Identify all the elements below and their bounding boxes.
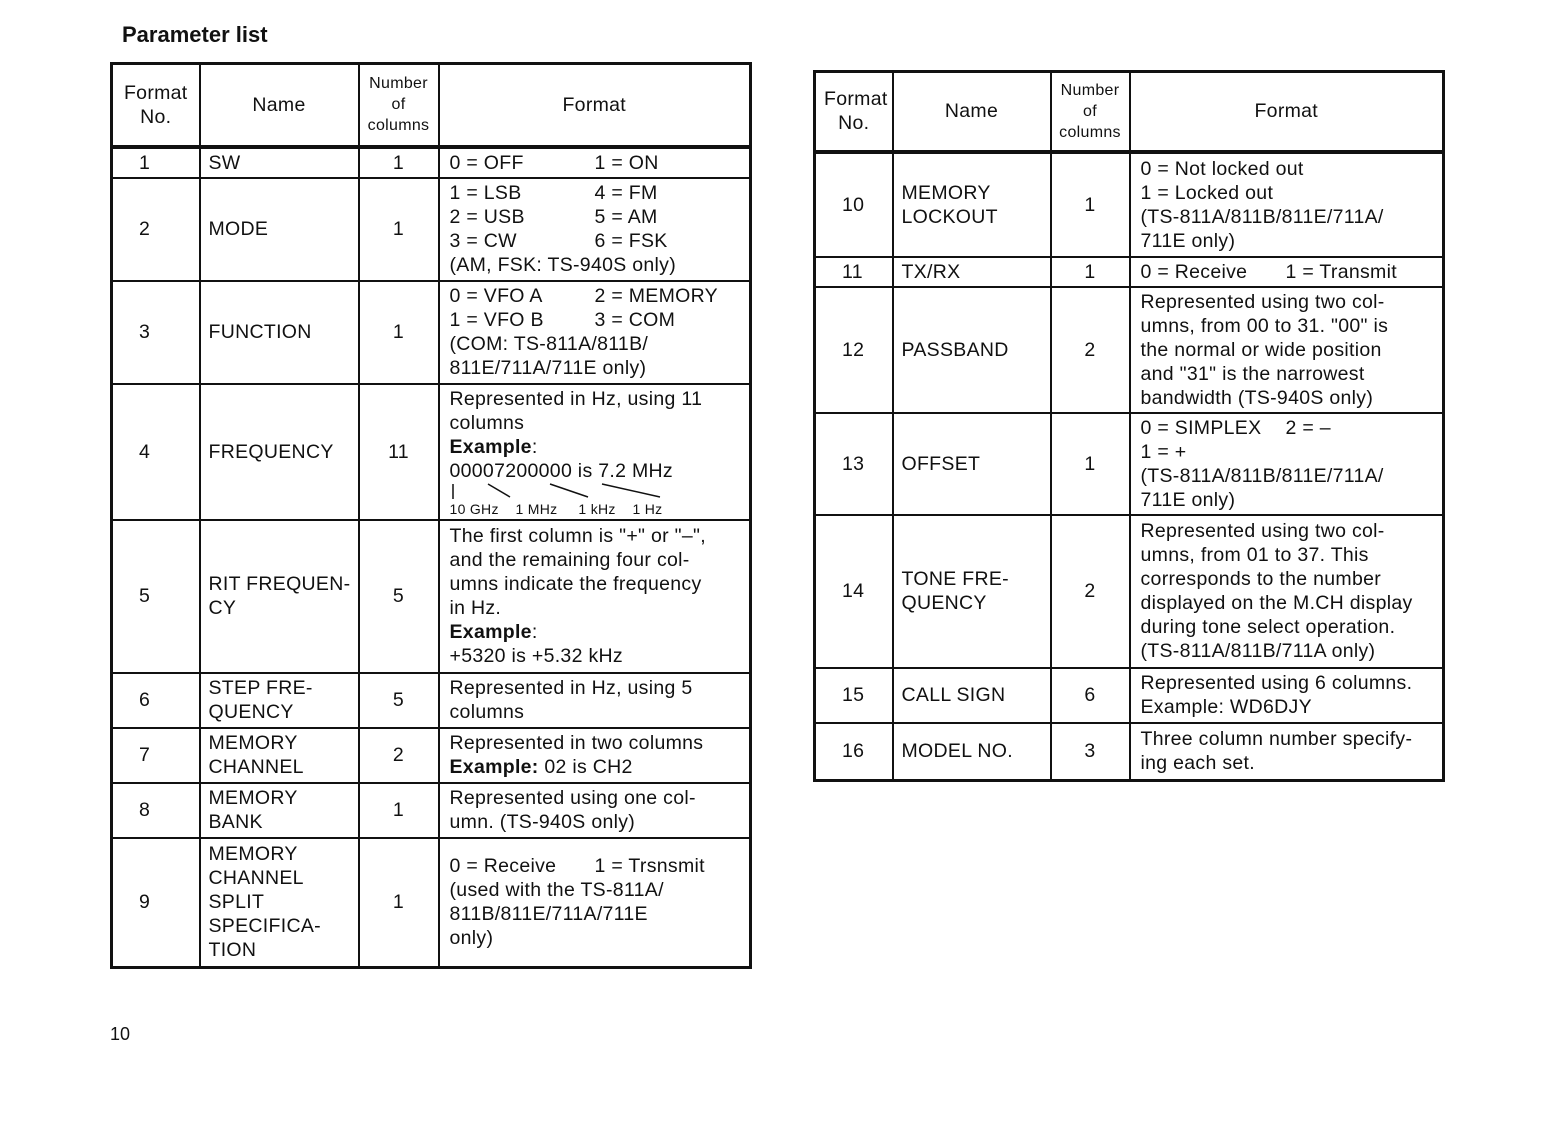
- format-option: 3 = CW: [449, 230, 517, 252]
- format-line: [450, 548, 740, 572]
- table-row: [112, 281, 751, 384]
- format-text: :: [531, 621, 538, 643]
- header-text: of: [1083, 102, 1097, 120]
- format-description: [1130, 257, 1444, 287]
- format-text: :: [531, 435, 538, 458]
- format-option: 1 = LSB: [449, 182, 522, 204]
- format-text: 711E only): [1140, 488, 1236, 511]
- format-description: [439, 520, 751, 673]
- format-line: [450, 572, 740, 596]
- parameter-name: [200, 673, 359, 728]
- column-count: 5: [359, 520, 439, 673]
- format-text: Represented in Hz, using 11: [449, 387, 703, 410]
- format-line: [450, 459, 740, 483]
- format-text: columns: [449, 411, 525, 434]
- header-text: Format: [824, 88, 888, 111]
- format-text: (TS-811A/811B/711A only): [1140, 640, 1376, 662]
- format-number: 14: [815, 515, 893, 668]
- format-number: 11: [815, 257, 893, 287]
- header-text: columns: [1059, 123, 1121, 141]
- name-line: BANK: [208, 811, 263, 833]
- table-row: [112, 783, 751, 838]
- format-text: columns: [449, 701, 525, 723]
- name-line: LOCKOUT: [901, 205, 998, 228]
- format-text: (TS-811A/811B/811E/711A/: [1140, 464, 1384, 487]
- format-line: [450, 253, 740, 277]
- format-description: [1130, 668, 1444, 723]
- format-text: (AM, FSK: TS-940S only): [449, 254, 677, 276]
- format-number: 7: [112, 728, 200, 783]
- format-line: [1141, 519, 1433, 543]
- format-line: [450, 332, 740, 356]
- format-line: [450, 229, 740, 253]
- format-option: 5 = AM: [594, 206, 658, 228]
- format-text: The first column is "+" or "–",: [449, 525, 706, 547]
- name-line: MODE: [208, 218, 269, 240]
- column-count: 11: [359, 384, 439, 520]
- format-number: 4: [112, 384, 200, 520]
- header-format: Format: [439, 64, 751, 147]
- format-text: Three column number specify-: [1140, 728, 1413, 751]
- format-text: (used with the TS-811A/: [449, 879, 664, 902]
- format-number: 1: [112, 147, 200, 178]
- column-count: 6: [1051, 668, 1130, 723]
- format-text: 1 = +: [1140, 440, 1187, 463]
- page-number: 10: [110, 1024, 131, 1044]
- header-name: Name: [893, 72, 1051, 152]
- format-text: (TS-811A/811B/811E/711A/: [1140, 205, 1384, 228]
- format-option: 3 = COM: [594, 309, 676, 331]
- format-line: [1141, 671, 1433, 695]
- format-line: [1141, 157, 1433, 181]
- format-option: 0 = Receive: [449, 855, 557, 878]
- format-option: 0 = VFO A: [449, 285, 543, 307]
- format-text: +5320 is +5.32 kHz: [449, 645, 623, 667]
- name-line: MEMORY: [901, 181, 991, 204]
- format-description: [439, 281, 751, 384]
- name-line: PASSBAND: [901, 338, 1009, 361]
- format-text: in Hz.: [449, 597, 502, 619]
- format-line: [450, 755, 740, 779]
- format-line: [1141, 591, 1433, 615]
- column-count: 1: [359, 178, 439, 281]
- format-line: [1141, 338, 1433, 362]
- format-line: [1141, 229, 1433, 253]
- format-text: only): [449, 927, 494, 950]
- table-row: [815, 413, 1444, 515]
- format-text: (COM: TS-811A/811B/: [449, 333, 649, 355]
- name-line: QUENCY: [901, 592, 987, 614]
- format-text: umns, from 00 to 31. "00" is: [1140, 314, 1389, 337]
- format-text: and "31" is the narrowest: [1140, 362, 1365, 385]
- parameter-table-right: [813, 70, 1445, 782]
- parameter-name: [200, 783, 359, 838]
- format-line: [1141, 314, 1433, 338]
- column-count: 1: [359, 147, 439, 178]
- format-description: [439, 728, 751, 783]
- format-text: displayed on the M.CH display: [1140, 592, 1413, 614]
- format-text: Represented in Hz, using 5: [449, 677, 693, 699]
- header-row: [815, 72, 1444, 152]
- format-line: [1141, 464, 1433, 488]
- format-line: [1141, 567, 1433, 591]
- table-row: [112, 838, 751, 968]
- header-format-no: [112, 64, 200, 147]
- format-option: 1 = Transmit: [1285, 260, 1397, 283]
- format-text: Represented using two col-: [1140, 290, 1385, 313]
- format-line: 10 GHz 1 MHz 1 kHz 1 Hz: [449, 500, 663, 517]
- format-text: the normal or wide position: [1140, 338, 1382, 361]
- format-line: [1141, 386, 1433, 410]
- format-line: [450, 181, 740, 205]
- format-line: [450, 700, 740, 724]
- format-line: [1141, 727, 1433, 751]
- format-description: [1130, 152, 1444, 257]
- name-line: MEMORY: [208, 787, 298, 809]
- format-option: 1 = ON: [594, 151, 659, 174]
- name-line: STEP FRE-: [208, 677, 313, 699]
- parameter-name: [893, 152, 1051, 257]
- header-number-of-columns: [1051, 72, 1130, 152]
- parameter-name: [893, 413, 1051, 515]
- format-description: [1130, 515, 1444, 668]
- column-count: 1: [1051, 413, 1130, 515]
- format-number: 3: [112, 281, 200, 384]
- format-number: 6: [112, 673, 200, 728]
- table-row: [815, 515, 1444, 668]
- parameter-name: [200, 147, 359, 178]
- format-option: 0 = OFF: [449, 151, 524, 174]
- name-line: CALL SIGN: [901, 684, 1006, 706]
- format-line: [1141, 416, 1433, 440]
- format-text: Represented using 6 columns.: [1140, 672, 1413, 694]
- format-text: 711E only): [1140, 229, 1236, 252]
- format-number: 5: [112, 520, 200, 673]
- table-row: [112, 384, 751, 520]
- column-count: 5: [359, 673, 439, 728]
- parameter-name: [200, 520, 359, 673]
- header-text: Number: [1060, 81, 1120, 99]
- format-number: 16: [815, 723, 893, 781]
- name-line: MODEL NO.: [901, 740, 1013, 763]
- parameter-name: [200, 728, 359, 783]
- example-label: Example: [449, 621, 532, 643]
- format-description: [439, 673, 751, 728]
- example-label: Example: [449, 435, 532, 458]
- format-number: 8: [112, 783, 200, 838]
- column-count: 3: [1051, 723, 1130, 781]
- format-number: 13: [815, 413, 893, 515]
- format-line: [450, 524, 740, 548]
- name-line: CHANNEL: [208, 756, 304, 778]
- format-text: Represented using one col-: [449, 787, 696, 809]
- format-line: [450, 411, 740, 435]
- format-line: [450, 786, 740, 810]
- name-line: RIT FREQUEN-: [208, 573, 351, 595]
- format-line: [1141, 615, 1433, 639]
- parameter-name: [893, 668, 1051, 723]
- table-row: [112, 178, 751, 281]
- parameter-name: [200, 384, 359, 520]
- header-row: [112, 64, 751, 147]
- header-number-of-columns: [359, 64, 439, 147]
- format-option: 0 = Receive: [1140, 260, 1248, 283]
- format-line: [450, 731, 740, 755]
- header-text: Number: [369, 75, 428, 93]
- name-line: TION: [208, 939, 257, 962]
- table-row: [815, 152, 1444, 257]
- format-text: Represented using two col-: [1140, 520, 1385, 542]
- format-line: [450, 596, 740, 620]
- format-text: 0 = Not locked out: [1140, 157, 1304, 180]
- table-row: [815, 257, 1444, 287]
- format-line: [450, 810, 740, 834]
- name-line: FREQUENCY: [208, 440, 334, 463]
- format-text: ing each set.: [1140, 752, 1255, 775]
- format-line: [450, 151, 740, 175]
- table-row: [112, 520, 751, 673]
- format-line: [450, 644, 740, 668]
- format-line: [450, 308, 740, 332]
- parameter-name: [893, 257, 1051, 287]
- page-title: Parameter list: [122, 22, 268, 47]
- column-count: 1: [359, 783, 439, 838]
- column-count: 1: [1051, 257, 1130, 287]
- column-count: 1: [359, 281, 439, 384]
- format-line: [1141, 290, 1433, 314]
- header-text: of: [391, 96, 406, 114]
- format-line: [450, 926, 740, 950]
- format-number: 15: [815, 668, 893, 723]
- header-format-no: [815, 72, 893, 152]
- parameter-name: [200, 281, 359, 384]
- format-option: 2 = –: [1285, 416, 1331, 439]
- format-line: [1141, 362, 1433, 386]
- format-number: 12: [815, 287, 893, 413]
- format-description: [439, 147, 751, 178]
- format-option: 4 = FM: [594, 182, 658, 204]
- name-line: FUNCTION: [208, 321, 312, 343]
- format-line: [450, 284, 740, 308]
- table-row: [815, 668, 1444, 723]
- table-row: [112, 147, 751, 178]
- format-line: [450, 387, 740, 411]
- format-line: [1141, 488, 1433, 512]
- name-line: QUENCY: [208, 701, 294, 723]
- format-line: [450, 676, 740, 700]
- header-format: Format: [1130, 72, 1444, 152]
- header-text: columns: [367, 117, 430, 135]
- name-line: MEMORY: [208, 843, 298, 866]
- format-line: [1141, 695, 1433, 719]
- format-option: 0 = SIMPLEX: [1140, 416, 1262, 439]
- table-row: [112, 728, 751, 783]
- header-text: No.: [838, 112, 870, 135]
- format-text: 811E/711A/711E only): [449, 357, 647, 379]
- format-text: 02 is CH2: [538, 756, 633, 778]
- header-text: Format: [123, 81, 188, 104]
- format-text: 00007200000 is 7.2 MHz: [449, 459, 673, 482]
- format-option: 2 = MEMORY: [594, 285, 718, 307]
- parameter-table-left: [110, 62, 752, 969]
- format-line: [450, 854, 740, 878]
- format-line: [1141, 639, 1433, 663]
- table-row: [815, 287, 1444, 413]
- format-line: [450, 435, 740, 459]
- format-line: [1141, 205, 1433, 229]
- format-text: 1 = Locked out: [1140, 181, 1274, 204]
- format-description: [439, 384, 751, 520]
- format-text: corresponds to the number: [1140, 568, 1382, 590]
- format-option: 1 = Trsnsmit: [594, 855, 705, 878]
- name-line: TX/RX: [901, 260, 961, 283]
- format-text: during tone select operation.: [1140, 616, 1396, 638]
- column-count: 2: [1051, 515, 1130, 668]
- name-line: CHANNEL: [208, 867, 304, 890]
- column-count: 1: [1051, 152, 1130, 257]
- format-text: bandwidth (TS-940S only): [1140, 386, 1374, 409]
- header-name: Name: [200, 64, 359, 147]
- format-number: 10: [815, 152, 893, 257]
- format-option: 1 = VFO B: [449, 309, 544, 331]
- format-line: [450, 620, 740, 644]
- format-line: [1141, 260, 1433, 284]
- header-text: No.: [140, 105, 172, 128]
- format-number: 9: [112, 838, 200, 968]
- parameter-name: [200, 178, 359, 281]
- format-line: [450, 878, 740, 902]
- table-row: [112, 673, 751, 728]
- format-description: [1130, 413, 1444, 515]
- column-count: 2: [1051, 287, 1130, 413]
- example-label: Example:: [449, 756, 539, 778]
- format-line: [1141, 751, 1433, 775]
- format-text: umns, from 01 to 37. This: [1140, 544, 1369, 566]
- name-line: CY: [208, 597, 237, 619]
- format-option: 6 = FSK: [594, 230, 668, 252]
- format-line: [450, 205, 740, 229]
- format-text: and the remaining four col-: [449, 549, 690, 571]
- format-description: [439, 838, 751, 968]
- format-text: Represented in two columns: [449, 732, 704, 754]
- parameter-name: [893, 723, 1051, 781]
- format-description: [1130, 723, 1444, 781]
- format-description: [1130, 287, 1444, 413]
- format-line: [1141, 440, 1433, 464]
- format-number: 2: [112, 178, 200, 281]
- name-line: SW: [208, 151, 241, 174]
- format-text: umns indicate the frequency: [449, 573, 702, 595]
- format-text: Example: WD6DJY: [1140, 696, 1312, 718]
- table-row: [815, 723, 1444, 781]
- name-line: OFFSET: [901, 452, 981, 475]
- format-line: [450, 902, 740, 926]
- name-line: SPLIT: [208, 891, 265, 914]
- parameter-name: [893, 515, 1051, 668]
- digit-place-arrows: [450, 483, 710, 501]
- format-line: [1141, 181, 1433, 205]
- format-option: 2 = USB: [449, 206, 525, 228]
- column-count: 1: [359, 838, 439, 968]
- format-description: [439, 178, 751, 281]
- format-text: umn. (TS-940S only): [449, 811, 636, 833]
- format-text: 811B/811E/711A/711E: [449, 903, 648, 926]
- format-line: [450, 356, 740, 380]
- format-description: [439, 783, 751, 838]
- parameter-name: [893, 287, 1051, 413]
- column-count: 2: [359, 728, 439, 783]
- name-line: TONE FRE-: [901, 568, 1009, 590]
- name-line: SPECIFICA-: [208, 915, 321, 938]
- format-line: [1141, 543, 1433, 567]
- parameter-name: [200, 838, 359, 968]
- name-line: MEMORY: [208, 732, 298, 754]
